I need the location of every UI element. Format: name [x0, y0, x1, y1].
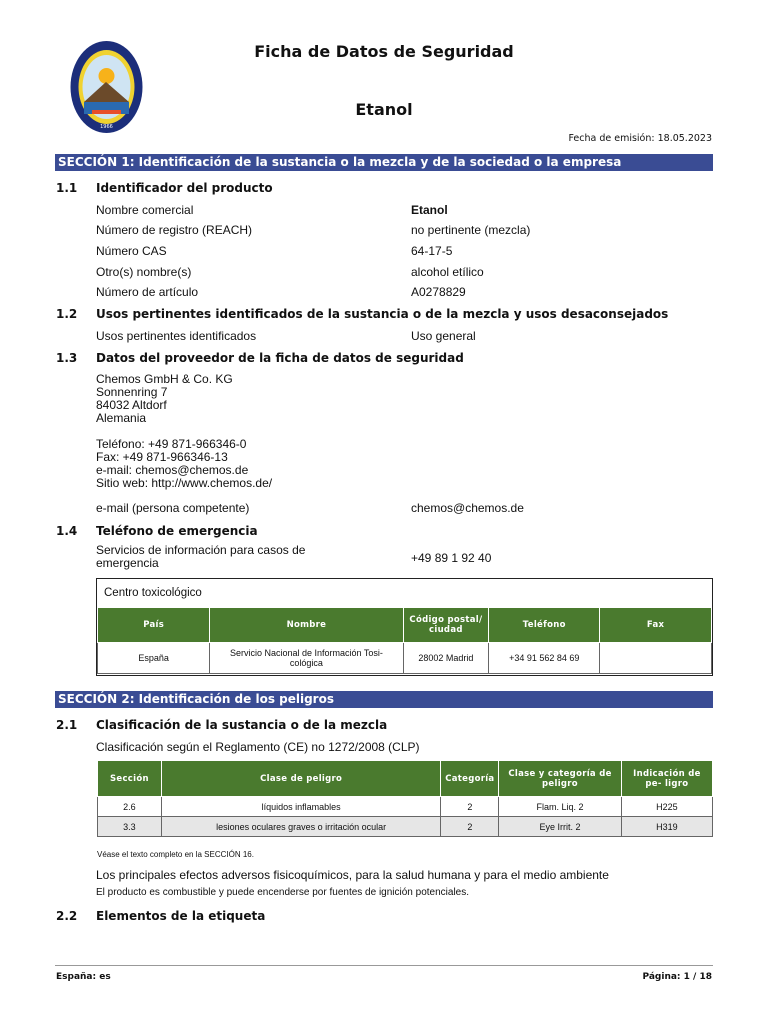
- table-cell: 28002 Madrid: [403, 643, 489, 674]
- table-cell: Flam. Liq. 2: [499, 797, 622, 817]
- table-cell: líquidos inflamables: [161, 797, 441, 817]
- field-label: Número CAS: [96, 244, 167, 258]
- product-title: Etanol: [355, 100, 413, 119]
- label-line: Servicios de información para casos de: [96, 543, 306, 557]
- subsection-title: Elementos de la etiqueta: [96, 909, 266, 923]
- section-2-header: SECCIÓN 2: Identificación de los peligros: [55, 691, 713, 708]
- table-cell: España: [98, 643, 210, 674]
- table-row: [98, 817, 713, 837]
- address-line: Alemania: [96, 411, 147, 425]
- table-cell: [210, 643, 403, 674]
- table-cell: 2: [441, 797, 499, 817]
- table-cell: [600, 643, 712, 674]
- contact-line: Fax: +49 871-966346-13: [96, 450, 228, 464]
- field-label: Usos pertinentes identificados: [96, 329, 257, 343]
- effects-title: Los principales efectos adversos fisicoquímicos, para la salud humana y para el medio ambiente: [96, 868, 609, 882]
- field-value: chemos@chemos.de: [411, 501, 524, 515]
- table-cell: 2: [441, 817, 499, 837]
- table-row: [98, 797, 713, 817]
- field-value: no pertinente (mezcla): [411, 223, 531, 237]
- column-header: Código postal/ ciudad: [403, 608, 489, 643]
- subsection-title: Datos del proveedor de la ficha de datos de seguridad: [96, 351, 464, 365]
- subsection-number: 1.2: [56, 307, 78, 321]
- table-cell: Eye Irrit. 2: [499, 817, 622, 837]
- column-header: Fax: [600, 608, 712, 643]
- address-line: Chemos GmbH & Co. KG: [96, 372, 233, 386]
- field-value: Etanol: [411, 203, 448, 217]
- section-1-header: SECCIÓN 1: Identificación de la sustancia o la mezcla y de la sociedad o la empresa: [55, 154, 713, 171]
- cell-line: cológica: [289, 658, 323, 668]
- classification-subtitle: Clasificación según el Reglamento (CE) no 1272/2008 (CLP): [96, 740, 420, 754]
- emission-date: Fecha de emisión: 18.05.2023: [568, 133, 712, 144]
- subsection-title: Identificador del producto: [96, 181, 273, 195]
- effects-text: El producto es combustible y puede encenderse por fuentes de ignición potenciales.: [96, 887, 470, 898]
- supplier-contact: [96, 438, 272, 490]
- contact-line: e-mail: chemos@chemos.de: [96, 463, 249, 477]
- footnote: Véase el texto completo en la SECCIÓN 16.: [97, 850, 254, 859]
- column-header: Teléfono: [489, 608, 600, 643]
- address-line: Sonnenring 7: [96, 385, 168, 399]
- toxicology-table: [97, 607, 712, 674]
- svg-text:1966: 1966: [100, 124, 113, 130]
- subsection-number: 2.1: [56, 718, 78, 732]
- field-label: Número de artículo: [96, 285, 199, 299]
- column-header: Categoría: [441, 761, 499, 797]
- table-cell: 3.3: [98, 817, 162, 837]
- address-line: 84032 Altdorf: [96, 398, 167, 412]
- field-value: 64-17-5: [411, 244, 453, 258]
- footer-divider: [55, 965, 713, 966]
- table-cell: H225: [621, 797, 712, 817]
- column-header: Sección: [98, 761, 162, 797]
- contact-line: Sitio web: http://www.chemos.de/: [96, 476, 273, 490]
- field-label: [96, 544, 305, 570]
- column-header: País: [98, 608, 210, 643]
- field-value: A0278829: [411, 285, 466, 299]
- field-label: e-mail (persona competente): [96, 501, 250, 515]
- cell-line: Servicio Nacional de Información Tosi-: [229, 648, 383, 658]
- field-value: +49 89 1 92 40: [411, 551, 492, 565]
- supplier-address: [96, 373, 233, 425]
- label-line: emergencia: [96, 556, 159, 570]
- column-header: Indicación de pe- ligro: [621, 761, 712, 797]
- footer-locale: España: es: [56, 972, 111, 982]
- toxicology-caption: Centro toxicológico: [104, 587, 202, 599]
- table-cell: H319: [621, 817, 712, 837]
- table-cell: lesiones oculares graves o irritación ocular: [161, 817, 441, 837]
- subsection-number: 2.2: [56, 909, 78, 923]
- subsection-number: 1.3: [56, 351, 78, 365]
- column-header: Clase de peligro: [161, 761, 441, 797]
- contact-line: Teléfono: +49 871-966346-0: [96, 437, 247, 451]
- hazard-classification-table: [97, 760, 713, 837]
- page-number: Página: 1 / 18: [642, 972, 712, 982]
- subsection-title: Usos pertinentes identificados de la sustancia o de la mezcla y usos desaconsejados: [96, 307, 669, 321]
- field-label: Nombre comercial: [96, 203, 194, 217]
- table-cell: 2.6: [98, 797, 162, 817]
- field-label: Otro(s) nombre(s): [96, 265, 192, 279]
- table-row: [98, 643, 712, 674]
- field-value: alcohol etílico: [411, 265, 484, 279]
- table-cell: +34 91 562 84 69: [489, 643, 600, 674]
- field-value: Uso general: [411, 329, 476, 343]
- field-label: Número de registro (REACH): [96, 223, 253, 237]
- column-header: Clase y categoría de peligro: [499, 761, 622, 797]
- subsection-number: 1.4: [56, 524, 78, 538]
- subsection-number: 1.1: [56, 181, 78, 195]
- subsection-title: Teléfono de emergencia: [96, 524, 258, 538]
- subsection-title: Clasificación de la sustancia o de la mezcla: [96, 718, 388, 732]
- document-title: Ficha de Datos de Seguridad: [254, 42, 514, 61]
- column-header: Nombre: [210, 608, 403, 643]
